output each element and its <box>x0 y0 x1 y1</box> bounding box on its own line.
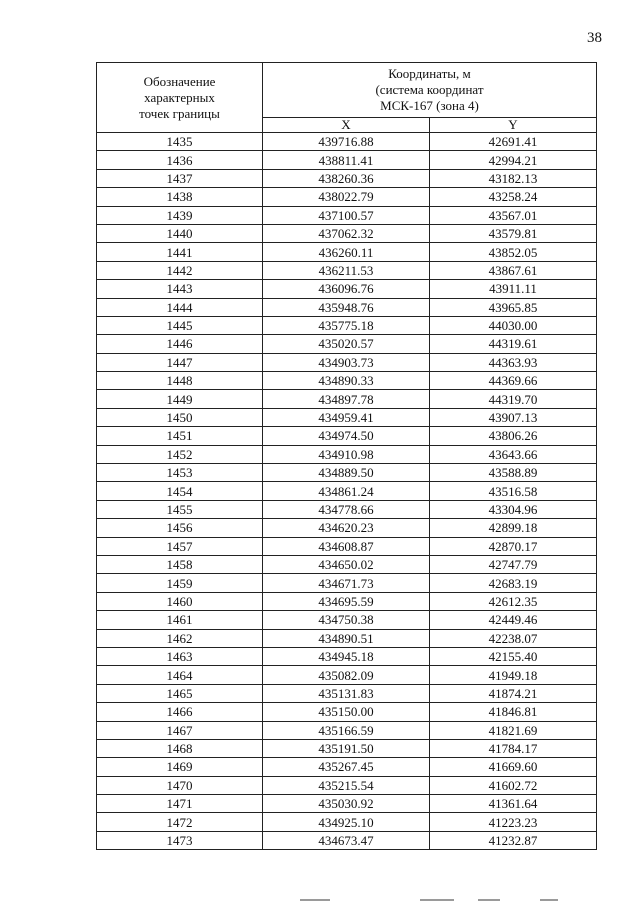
y-coordinate-cell: 42899.18 <box>430 519 597 537</box>
y-coordinate-cell: 42238.07 <box>430 629 597 647</box>
point-number-cell: 1444 <box>97 298 263 316</box>
point-number-cell: 1470 <box>97 776 263 794</box>
table-row <box>97 464 597 482</box>
table-row <box>97 151 597 169</box>
y-coordinate-cell: 42683.19 <box>430 574 597 592</box>
y-coordinate-cell: 41949.18 <box>430 666 597 684</box>
y-coordinate-cell: 43588.89 <box>430 464 597 482</box>
table-row <box>97 813 597 831</box>
x-coordinate-cell: 438811.41 <box>263 151 430 169</box>
table-row <box>97 206 597 224</box>
table-row <box>97 298 597 316</box>
point-number-cell: 1447 <box>97 353 263 371</box>
x-coordinate-cell: 434897.78 <box>263 390 430 408</box>
table-row <box>97 188 597 206</box>
x-coordinate-cell: 438260.36 <box>263 169 430 187</box>
table-row <box>97 721 597 739</box>
table-row <box>97 353 597 371</box>
x-coordinate-cell: 435267.45 <box>263 758 430 776</box>
x-coordinate-cell: 434903.73 <box>263 353 430 371</box>
point-number-cell: 1442 <box>97 261 263 279</box>
point-number-cell: 1451 <box>97 427 263 445</box>
point-number-cell: 1467 <box>97 721 263 739</box>
point-number-cell: 1440 <box>97 224 263 242</box>
header-line: точек границы <box>139 105 220 121</box>
point-number-cell: 1449 <box>97 390 263 408</box>
x-coordinate-cell: 434925.10 <box>263 813 430 831</box>
y-coordinate-cell: 43867.61 <box>430 261 597 279</box>
y-coordinate-cell: 43516.58 <box>430 482 597 500</box>
table-row <box>97 555 597 573</box>
table-body <box>97 133 597 850</box>
x-coordinate-cell: 435030.92 <box>263 795 430 813</box>
y-coordinate-cell: 41669.60 <box>430 758 597 776</box>
y-coordinate-cell: 44369.66 <box>430 372 597 390</box>
table-row <box>97 316 597 334</box>
y-coordinate-cell: 41846.81 <box>430 703 597 721</box>
x-coordinate-cell: 435775.18 <box>263 316 430 334</box>
x-coordinate-cell: 434974.50 <box>263 427 430 445</box>
y-coordinate-cell: 42691.41 <box>430 133 597 151</box>
x-coordinate-cell: 435948.76 <box>263 298 430 316</box>
table-row <box>97 666 597 684</box>
y-coordinate-cell: 43911.11 <box>430 280 597 298</box>
y-coordinate-cell: 42155.40 <box>430 647 597 665</box>
point-number-cell: 1456 <box>97 519 263 537</box>
point-number-cell: 1441 <box>97 243 263 261</box>
point-number-cell: 1450 <box>97 408 263 426</box>
table-row <box>97 739 597 757</box>
point-number-cell: 1471 <box>97 795 263 813</box>
x-coordinate-cell: 437062.32 <box>263 224 430 242</box>
table-row <box>97 795 597 813</box>
y-coordinate-cell: 41874.21 <box>430 684 597 702</box>
table-row <box>97 831 597 849</box>
x-coordinate-cell: 436096.76 <box>263 280 430 298</box>
y-coordinate-cell: 44363.93 <box>430 353 597 371</box>
y-coordinate-cell: 44319.61 <box>430 335 597 353</box>
point-number-cell: 1472 <box>97 813 263 831</box>
table-row <box>97 703 597 721</box>
x-coordinate-cell: 434671.73 <box>263 574 430 592</box>
table-row <box>97 758 597 776</box>
y-coordinate-cell: 43258.24 <box>430 188 597 206</box>
y-coordinate-cell: 43806.26 <box>430 427 597 445</box>
y-coordinate-cell: 42612.35 <box>430 592 597 610</box>
header-row <box>97 63 597 118</box>
table-row <box>97 243 597 261</box>
x-coordinate-cell: 434608.87 <box>263 537 430 555</box>
header-line: (система координат <box>375 82 484 97</box>
point-number-cell: 1455 <box>97 500 263 518</box>
x-coordinate-cell: 437100.57 <box>263 206 430 224</box>
table-row <box>97 592 597 610</box>
y-coordinate-cell: 42870.17 <box>430 537 597 555</box>
y-coordinate-cell: 43907.13 <box>430 408 597 426</box>
header-line: характерных <box>144 89 215 105</box>
header-line: Координаты, м <box>388 66 471 81</box>
y-coordinate-cell: 41821.69 <box>430 721 597 739</box>
y-coordinate-cell: 43965.85 <box>430 298 597 316</box>
y-coordinate-cell: 44030.00 <box>430 316 597 334</box>
x-coordinate-cell: 435191.50 <box>263 739 430 757</box>
table-row <box>97 684 597 702</box>
x-coordinate-cell: 435166.59 <box>263 721 430 739</box>
coordinates-header <box>263 63 597 118</box>
x-coordinate-cell: 435020.57 <box>263 335 430 353</box>
table-row <box>97 776 597 794</box>
point-number-cell: 1453 <box>97 464 263 482</box>
y-coordinate-cell: 42994.21 <box>430 151 597 169</box>
x-coordinate-cell: 434890.51 <box>263 629 430 647</box>
y-coordinate-cell: 43643.66 <box>430 445 597 463</box>
x-coordinate-cell: 434910.98 <box>263 445 430 463</box>
table-row <box>97 224 597 242</box>
y-coordinate-cell: 43304.96 <box>430 500 597 518</box>
point-number-cell: 1448 <box>97 372 263 390</box>
x-coordinate-cell: 434959.41 <box>263 408 430 426</box>
x-coordinate-cell: 438022.79 <box>263 188 430 206</box>
y-coordinate-cell: 42449.46 <box>430 611 597 629</box>
y-axis-header: Y <box>430 118 597 133</box>
table-row <box>97 537 597 555</box>
table-header <box>97 63 597 133</box>
scan-artifact-marks <box>0 895 640 901</box>
point-number-cell: 1445 <box>97 316 263 334</box>
y-coordinate-cell: 43567.01 <box>430 206 597 224</box>
point-number-cell: 1462 <box>97 629 263 647</box>
y-coordinate-cell: 41361.64 <box>430 795 597 813</box>
x-coordinate-cell: 435150.00 <box>263 703 430 721</box>
table-row <box>97 427 597 445</box>
table-row <box>97 647 597 665</box>
x-axis-header: X <box>263 118 430 133</box>
x-coordinate-cell: 434778.66 <box>263 500 430 518</box>
y-coordinate-cell: 43182.13 <box>430 169 597 187</box>
point-number-cell: 1435 <box>97 133 263 151</box>
y-coordinate-cell: 41223.23 <box>430 813 597 831</box>
table-row <box>97 482 597 500</box>
point-number-cell: 1443 <box>97 280 263 298</box>
table-row <box>97 445 597 463</box>
table-row <box>97 133 597 151</box>
point-number-cell: 1460 <box>97 592 263 610</box>
point-number-cell: 1457 <box>97 537 263 555</box>
point-number-cell: 1465 <box>97 684 263 702</box>
point-number-cell: 1438 <box>97 188 263 206</box>
x-coordinate-cell: 434750.38 <box>263 611 430 629</box>
point-number-cell: 1454 <box>97 482 263 500</box>
page-number: 38 <box>587 30 602 46</box>
y-coordinate-cell: 44319.70 <box>430 390 597 408</box>
x-coordinate-cell: 434890.33 <box>263 372 430 390</box>
table-row <box>97 335 597 353</box>
x-coordinate-cell: 434889.50 <box>263 464 430 482</box>
x-coordinate-cell: 436260.11 <box>263 243 430 261</box>
coordinates-table <box>96 62 597 850</box>
x-coordinate-cell: 436211.53 <box>263 261 430 279</box>
point-number-cell: 1458 <box>97 555 263 573</box>
header-line: МСК-167 (зона 4) <box>380 98 479 113</box>
x-coordinate-cell: 434695.59 <box>263 592 430 610</box>
y-coordinate-cell: 43579.81 <box>430 224 597 242</box>
x-coordinate-cell: 434650.02 <box>263 555 430 573</box>
point-number-cell: 1437 <box>97 169 263 187</box>
point-number-cell: 1461 <box>97 611 263 629</box>
point-number-cell: 1436 <box>97 151 263 169</box>
x-coordinate-cell: 435131.83 <box>263 684 430 702</box>
point-number-cell: 1459 <box>97 574 263 592</box>
x-coordinate-cell: 434861.24 <box>263 482 430 500</box>
x-coordinate-cell: 434620.23 <box>263 519 430 537</box>
y-coordinate-cell: 42747.79 <box>430 555 597 573</box>
y-coordinate-cell: 43852.05 <box>430 243 597 261</box>
table-row <box>97 408 597 426</box>
y-coordinate-cell: 41602.72 <box>430 776 597 794</box>
point-number-cell: 1469 <box>97 758 263 776</box>
table-row <box>97 500 597 518</box>
table-row <box>97 574 597 592</box>
point-number-cell: 1463 <box>97 647 263 665</box>
point-number-cell: 1446 <box>97 335 263 353</box>
header-line: Обозначение <box>143 73 216 89</box>
x-coordinate-cell: 434673.47 <box>263 831 430 849</box>
x-coordinate-cell: 439716.88 <box>263 133 430 151</box>
x-coordinate-cell: 435082.09 <box>263 666 430 684</box>
table-row <box>97 611 597 629</box>
point-number-cell: 1468 <box>97 739 263 757</box>
point-number-cell: 1466 <box>97 703 263 721</box>
point-number-cell: 1439 <box>97 206 263 224</box>
table-row <box>97 629 597 647</box>
point-number-cell: 1452 <box>97 445 263 463</box>
table-row <box>97 519 597 537</box>
table-row <box>97 261 597 279</box>
table-row <box>97 390 597 408</box>
point-number-cell: 1464 <box>97 666 263 684</box>
table-row <box>97 169 597 187</box>
table-row <box>97 280 597 298</box>
y-coordinate-cell: 41232.87 <box>430 831 597 849</box>
table-row <box>97 372 597 390</box>
x-coordinate-cell: 435215.54 <box>263 776 430 794</box>
point-number-cell: 1473 <box>97 831 263 849</box>
point-designation-header <box>97 63 263 133</box>
y-coordinate-cell: 41784.17 <box>430 739 597 757</box>
x-coordinate-cell: 434945.18 <box>263 647 430 665</box>
